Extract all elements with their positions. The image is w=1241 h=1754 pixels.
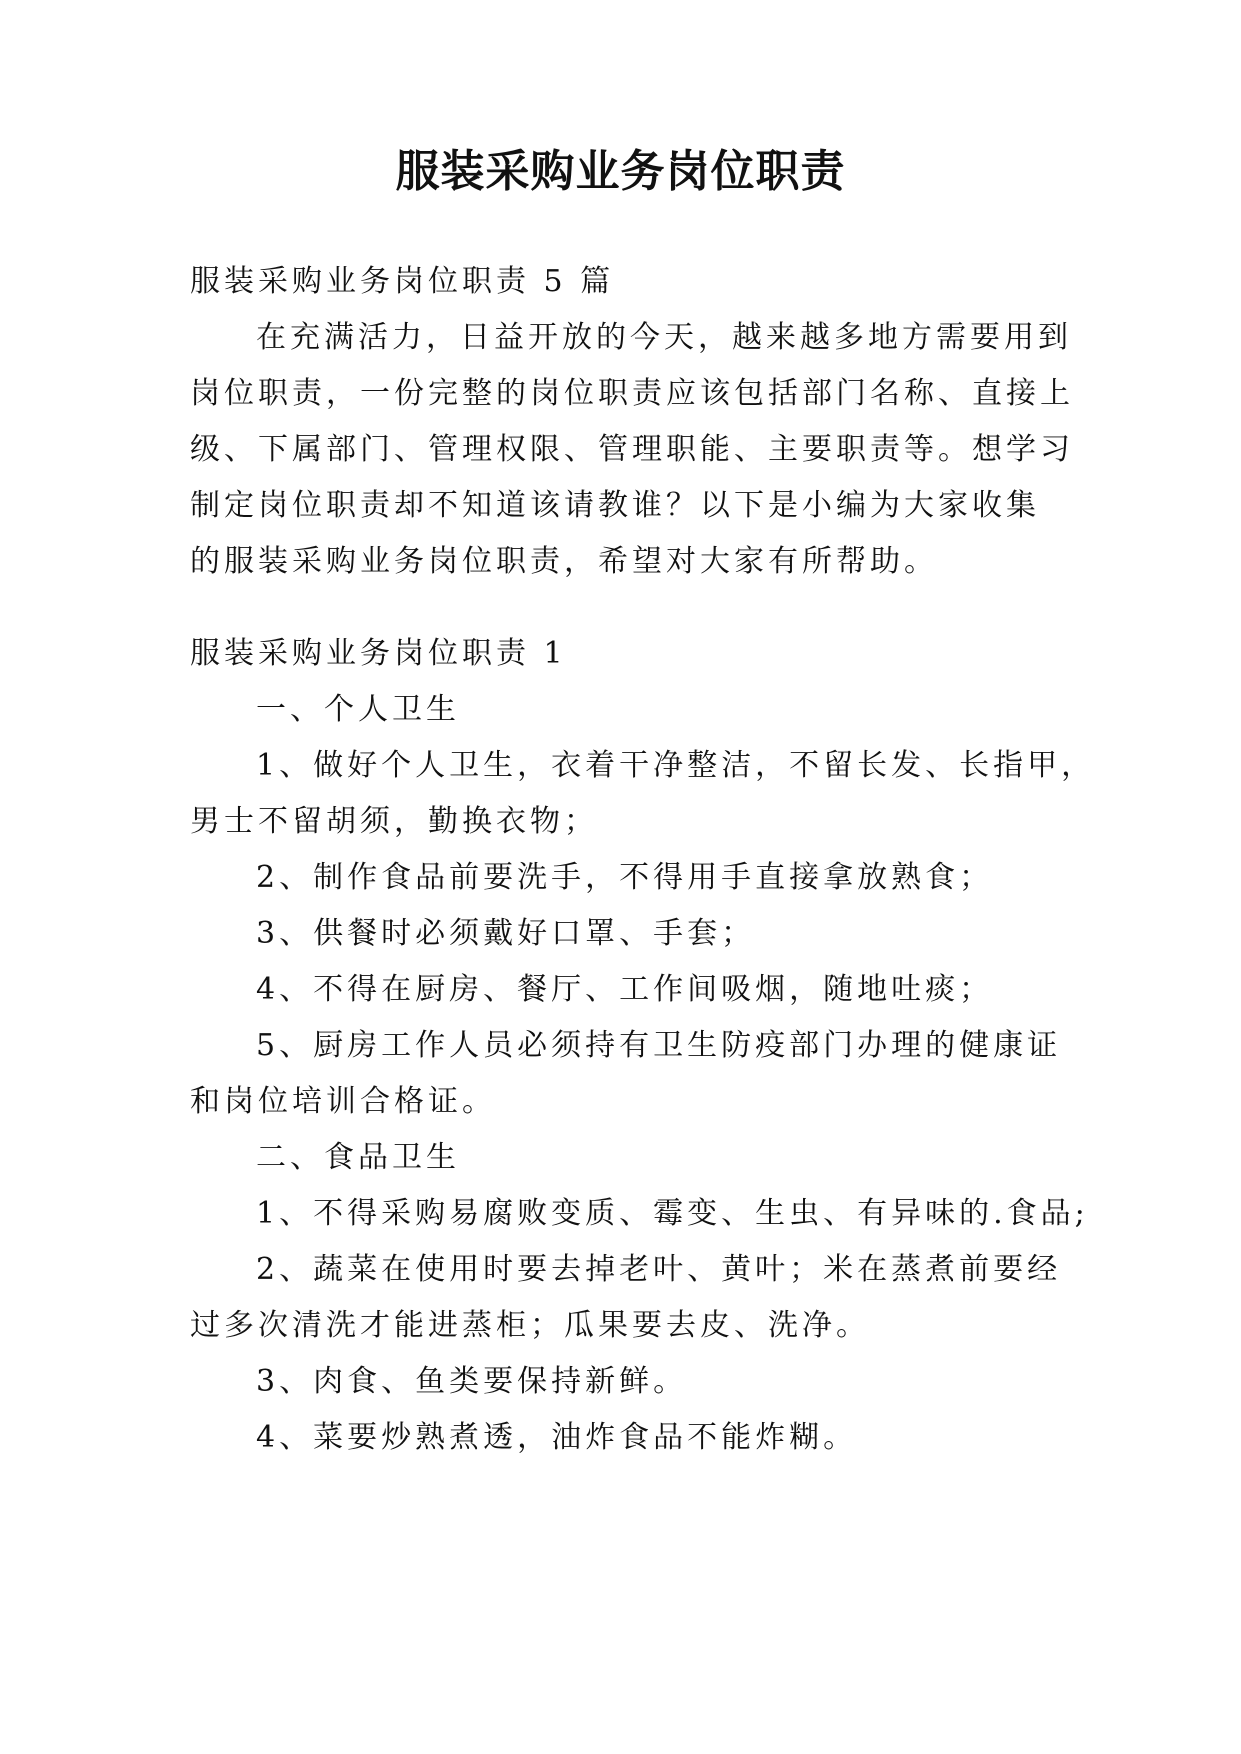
intro-line-2: 岗位职责，一份完整的岗位职责应该包括部门名称、直接上	[190, 376, 1074, 411]
part1-line-2: 男士不留胡须，勤换衣物；	[190, 804, 598, 839]
intro-line-3: 级、下属部门、管理权限、管理职能、主要职责等。想学习	[190, 432, 1074, 467]
document-title: 服装采购业务岗位职责	[395, 146, 846, 197]
part1-line-3: 2、制作食品前要洗手，不得用手直接拿放熟食；	[256, 860, 994, 895]
intro-line-1: 在充满活力，日益开放的今天，越来越多地方需要用到	[256, 320, 1072, 355]
part2-line-2: 2、蔬菜在使用时要去掉老叶、黄叶；米在蒸煮前要经	[256, 1252, 1062, 1287]
part2-heading: 二、食品卫生	[256, 1140, 460, 1175]
section-heading: 服装采购业务岗位职责 1	[190, 636, 567, 671]
document-subtitle: 服装采购业务岗位职责 5 篇	[190, 264, 615, 299]
intro-line-5: 的服装采购业务岗位职责，希望对大家有所帮助。	[190, 544, 938, 579]
part1-line-6: 5、厨房工作人员必须持有卫生防疫部门办理的健康证	[256, 1028, 1062, 1063]
part2-line-5: 4、菜要炒熟煮透，油炸食品不能炸糊。	[256, 1420, 858, 1455]
intro-line-4: 制定岗位职责却不知道该请教谁？以下是小编为大家收集	[190, 488, 1040, 523]
part2-line-1: 1、不得采购易腐败变质、霉变、生虫、有异味的.食品;	[256, 1196, 1089, 1231]
part1-line-1: 1、做好个人卫生，衣着干净整洁，不留长发、长指甲，	[256, 748, 1096, 783]
part1-heading: 一、个人卫生	[256, 692, 460, 727]
part1-line-4: 3、供餐时必须戴好口罩、手套；	[256, 916, 756, 951]
part2-line-4: 3、肉食、鱼类要保持新鲜。	[256, 1364, 688, 1399]
part1-line-7: 和岗位培训合格证。	[190, 1084, 496, 1119]
part1-line-5: 4、不得在厨房、餐厅、工作间吸烟，随地吐痰；	[256, 972, 994, 1007]
part2-line-3: 过多次清洗才能进蒸柜；瓜果要去皮、洗净。	[190, 1308, 870, 1343]
